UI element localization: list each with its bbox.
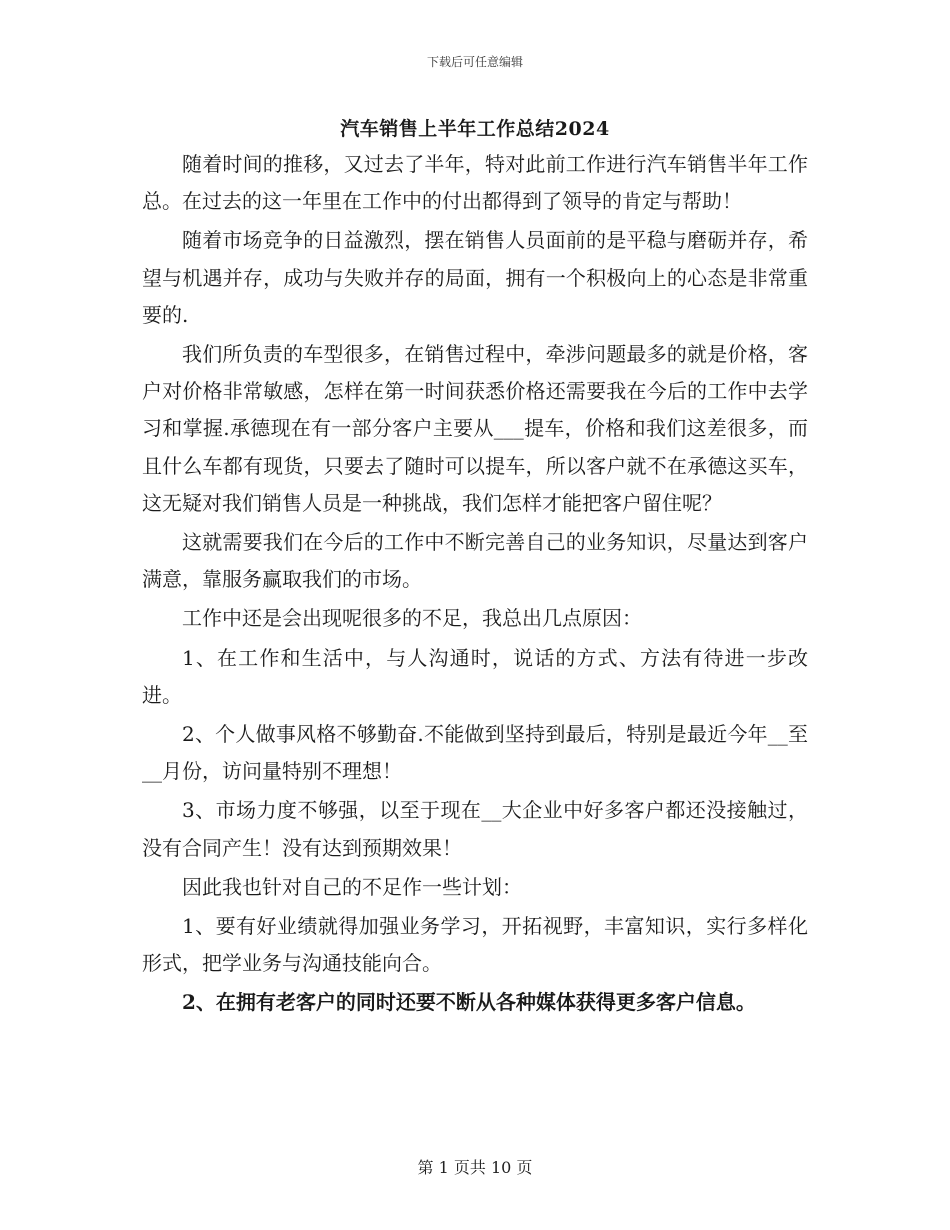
paragraph: 工作中还是会出现呢很多的不足，我总出几点原因： [182,606,642,631]
document-body [142,146,808,1024]
page-footer: 第 1 页共 10 页 [417,1158,533,1177]
list-item: 1、在工作和生活中，与人沟通时，说话的方式、方法有待进一步改进。 [142,645,808,707]
list-item: 2、个人做事风格不够勤奋.不能做到坚持到最后，特别是最近今年__至__月份，访问量特别不理想！ [142,722,808,784]
page-header: 下载后可任意编辑 [426,55,523,69]
paragraph: 因此我也针对自己的不足作一些计划： [182,874,522,899]
paragraph: 随着市场竞争的日益激烈，摆在销售人员面前的是平稳与磨砺并存，希望与机遇并存，成功与失败并存的局面，拥有一个积极向上的心态是非常重要的. [142,228,808,327]
list-item: 3、市场力度不够强，以至于现在__大企业中好多客户都还没接触过，没有合同产生！没有达到预期效果！ [142,798,808,860]
list-item-bold: 2、在拥有老客户的同时还要不断从各种媒体获得更多客户信息。 [182,990,756,1015]
list-item: 1、要有好业绩就得加强业务学习，开拓视野，丰富知识，实行多样化形式，把学业务与沟通技能向合。 [142,914,808,976]
paragraph: 我们所负责的车型很多，在销售过程中，牵涉问题最多的就是价格，客户对价格非常敏感，怎样在第一时间获悉价格还需要我在今后的工作中去学习和掌握.承德现在有一部分客户主要从___提车，价格和我们这差很多，而且什么车都有现货，只要去了随时可以提车，所以客户就不在承德这买车，这无疑对我们销售人员是一种挑战，我们怎样才能把客户留住呢？ [142,342,808,515]
document-title: 汽车销售上半年工作总结2024 [340,118,610,140]
paragraph: 这就需要我们在今后的工作中不断完善自己的业务知识，尽量达到客户满意，靠服务赢取我们的市场。 [142,530,808,592]
paragraph: 随着时间的推移，又过去了半年，特对此前工作进行汽车销售半年工作总。在过去的这一年里在工作中的付出都得到了领导的肯定与帮助！ [142,152,808,214]
